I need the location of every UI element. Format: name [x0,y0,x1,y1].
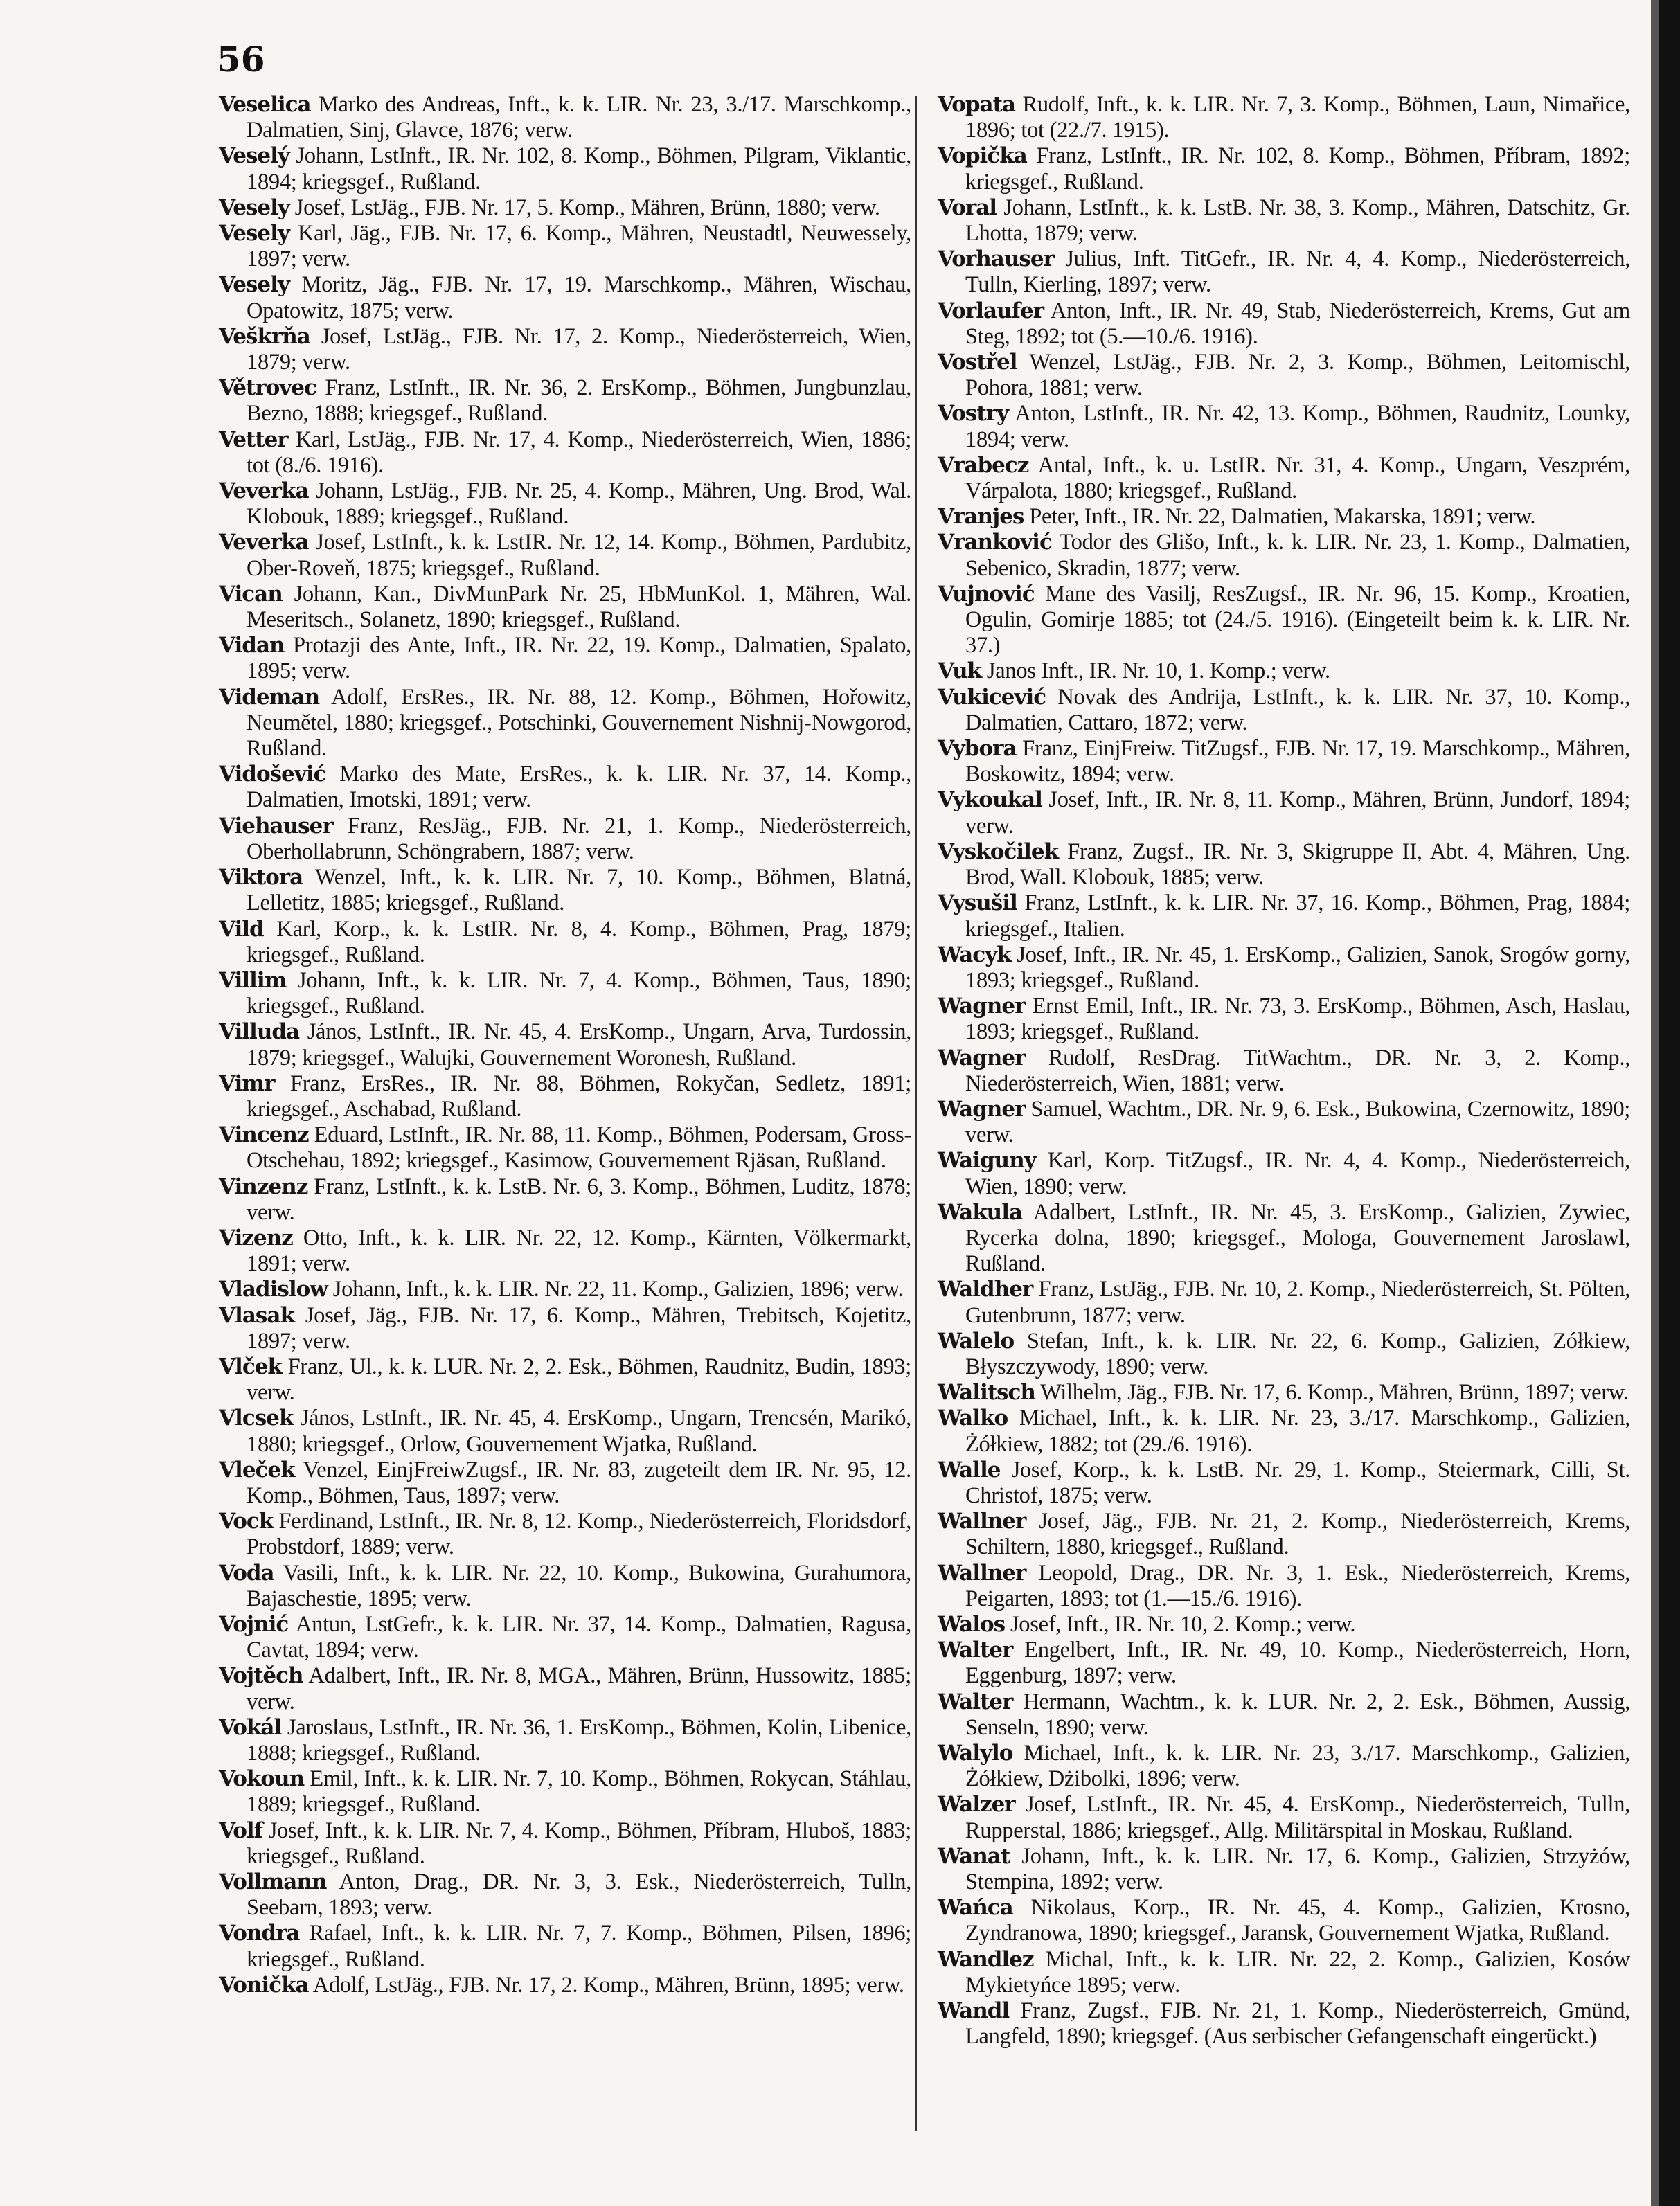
list-entry [938,195,1630,246]
list-entry [938,1895,1630,1946]
entry-details: Moritz, Jäg., FJB. Nr. 17, 19. Marschkomp., Mähren, Wischau, Opatowitz, 1875; verw. [247,272,912,323]
entry-details: Josef, LstJäg., FJB. Nr. 17, 5. Komp., Mähren, Brünn, 1880; verw. [294,195,880,220]
entry-surname: Wagner [938,1045,1026,1070]
entry-details: Josef, Korp., k. k. LstB. Nr. 29, 1. Komp., Steiermark, Cilli, St. Christof, 1875; verw. [965,1457,1631,1508]
entry-surname: Vondra [219,1921,300,1946]
list-entry [219,1354,911,1406]
entry-details: Franz, LstJäg., FJB. Nr. 10, 2. Komp., Niederösterreich, St. Pölten, Gutenbrunn, 1877; verw. [965,1277,1630,1328]
entry-surname: Vysušil [938,890,1017,916]
entry-details: Josef, Jäg., FJB. Nr. 21, 2. Komp., Niederösterreich, Krems, Schiltern, 1880, kriegsgef., Rußland. [965,1509,1630,1560]
entry-surname: Wańca [938,1895,1013,1921]
page-number: 56 [217,39,265,80]
entry-surname: Vybora [938,736,1017,762]
list-entry [938,1561,1630,1612]
entry-details: Julius, Inft. TitGefr., IR. Nr. 4, 4. Komp., Niederösterreich, Tulln, Kierling, 1897; verw. [965,246,1630,298]
entry-details: Wenzel, LstJäg., FJB. Nr. 2, 3. Komp., Böhmen, Leitomischl, Pohora, 1881; verw. [965,350,1630,401]
entry-surname: Větrovec [219,375,316,401]
entry-details: Hermann, Wachtm., k. k. LUR. Nr. 2, 2. Esk., Böhmen, Aussig, Senseln, 1890; verw. [965,1689,1631,1740]
list-entry [938,246,1630,298]
list-entry [938,685,1630,736]
list-entry [219,633,911,684]
list-entry [938,530,1630,581]
entry-details: Josef, LstInft., k. k. LstIR. Nr. 12, 14. Komp., Böhmen, Pardubitz, Ober-Roveň, 1875; kriegsgef., Rußland. [247,530,911,581]
entry-surname: Veverka [219,530,309,555]
entry-surname: Vuk [938,658,982,684]
entry-surname: Wandl [938,1998,1010,2024]
entry-surname: Vranjes [938,504,1024,530]
entry-surname: Vujnović [938,581,1035,607]
entry-surname: Vollmann [219,1869,327,1895]
entry-surname: Vlcsek [219,1406,294,1431]
list-entry [938,143,1630,195]
list-entry [938,1329,1630,1380]
entry-details: Josef, LstJäg., FJB. Nr. 17, 2. Komp., Niederösterreich, Wien, 1879; verw. [247,323,911,375]
entry-surname: Veverka [219,478,309,504]
entry-details: Franz, Ul., k. k. LUR. Nr. 2, 2. Esk., Böhmen, Raudnitz, Budin, 1893; verw. [247,1354,911,1406]
entry-surname: Vimr [219,1070,275,1096]
entry-surname: Vlček [219,1354,282,1379]
list-entry [938,1947,1630,1998]
entry-surname: Walko [938,1406,1008,1431]
list-entry [219,1019,911,1070]
list-entry [938,1046,1630,1097]
entry-surname: Walle [938,1457,1001,1482]
entry-surname: Vesely [219,221,289,246]
entry-details: Mane des Vasilj, ResZugsf., IR. Nr. 96, 15. Komp., Kroatien, Ogulin, Gomirje 1885; tot (24./5. 1916). (Eingeteilt beim k. k. LIR. Nr. 37.) [965,581,1630,658]
list-entry [219,1303,911,1354]
entry-details: Jaroslaus, LstInft., IR. Nr. 36, 1. ErsKomp., Böhmen, Kolin, Libenice, 1888; kriegsgef., Rußland. [247,1714,911,1766]
entry-details: Franz, ResJäg., FJB. Nr. 21, 1. Komp., Niederösterreich, Oberhollabrunn, Schöngrabern, 1887; verw. [247,813,911,864]
entry-surname: Walzer [938,1792,1015,1818]
entry-surname: Vidan [219,633,285,658]
entry-details: Franz, Zugsf., FJB. Nr. 21, 1. Komp., Niederösterreich, Gmünd, Langfeld, 1890; kriegsgef. (Aus serbischer Gefangenschaft eingerückt.) [965,1998,1631,2050]
list-entry [938,890,1630,942]
entry-details: Josef, Jäg., FJB. Nr. 17, 6. Komp., Mähren, Trebitsch, Kojetitz, 1897; verw. [247,1302,911,1354]
entry-details: Franz, LstInft., IR. Nr. 36, 2. ErsKomp., Böhmen, Jungbunzlau, Bezno, 1888; kriegsgef., Rußland. [247,375,911,427]
entry-details: Samuel, Wachtm., DR. Nr. 9, 6. Esk., Bukowina, Czernowitz, 1890; verw. [965,1096,1631,1148]
entry-surname: Wakula [938,1199,1023,1225]
entry-surname: Vrabecz [938,452,1029,478]
entry-surname: Wallner [938,1560,1026,1586]
entry-surname: Villim [219,967,287,993]
list-entry [219,1174,911,1226]
entry-surname: Vojtěch [219,1663,303,1689]
entry-details: Johann, Kan., DivMunPark Nr. 25, HbMunKol. 1, Mähren, Wal. Meseritsch., Solanetz, 1890; kriegsgef., Rußland. [247,581,911,633]
entry-surname: Veškrňa [219,323,310,349]
entry-details: János, LstInft., IR. Nr. 45, 4. ErsKomp., Ungarn, Trencsén, Marikó, 1880; kriegsgef., Orlow, Gouvernement Wjatka, Rußland. [247,1406,911,1457]
list-entry [938,1612,1630,1638]
list-entry [219,375,911,427]
entry-surname: Vesely [219,272,289,298]
entry-details: Novak des Andrija, LstInft., k. k. LIR. Nr. 37, 10. Komp., Dalmatien, Cattaro, 1872; verw. [965,684,1630,735]
list-entry [219,762,911,813]
entry-details: Antun, LstGefr., k. k. LIR. Nr. 37, 14. Komp., Dalmatien, Ragusa, Cavtat, 1894; verw. [247,1611,911,1663]
list-entry [219,1509,911,1560]
entry-surname: Vesely [219,195,289,220]
list-entry [219,1122,911,1174]
list-entry [219,1277,911,1302]
entry-surname: Waiguny [938,1148,1036,1174]
entry-surname: Walitsch [938,1380,1035,1406]
entry-details: Ferdinand, LstInft., IR. Nr. 8, 12. Komp., Niederösterreich, Floridsdorf, Probstdorf, 1889; verw. [247,1509,912,1560]
list-entry [938,92,1630,143]
entry-details: Johann, LstInft., IR. Nr. 102, 8. Komp., Böhmen, Pilgram, Viklantic, 1894; kriegsgef., Rußland. [247,143,911,195]
entry-details: Franz, LstInft., IR. Nr. 102, 8. Komp., Böhmen, Příbram, 1892; kriegsgef., Rußland. [965,143,1630,195]
list-entry [938,787,1630,839]
entry-details: Eduard, LstInft., IR. Nr. 88, 11. Komp., Böhmen, Podersam, Gross-Otschehau, 1892; kriegsgef., Kasimow, Gouvernement Rjäsan, Rußland. [247,1122,911,1174]
entry-surname: Voral [938,195,997,220]
entry-surname: Vinzenz [219,1174,308,1199]
list-entry [219,1921,911,1972]
entry-details: Wilhelm, Jäg., FJB. Nr. 17, 6. Komp., Mähren, Brünn, 1897; verw. [1040,1380,1629,1406]
entry-details: Ernst Emil, Inft., IR. Nr. 73, 3. ErsKomp., Böhmen, Asch, Haslau, 1893; kriegsgef., Rußland. [965,994,1631,1045]
list-entry [219,92,911,143]
entry-details: Michal, Inft., k. k. LIR. Nr. 22, 2. Komp., Galizien, Kosów Mykietyńce 1895; verw. [965,1946,1631,1998]
list-entry [219,1561,911,1612]
entry-surname: Veselica [219,92,311,117]
entry-surname: Vranković [938,530,1052,555]
list-entry [219,427,911,478]
list-entry [219,1226,911,1277]
entry-surname: Wallner [938,1509,1026,1534]
list-entry [938,453,1630,504]
entry-details: Michael, Inft., k. k. LIR. Nr. 23, 3./17. Marschkomp., Galizien, Żółkiew, 1882; tot (29./6. 1916). [965,1406,1631,1457]
list-entry [938,1148,1630,1199]
entry-surname: Vokoun [219,1766,305,1792]
page-edge-shadow [1651,0,1659,2206]
entry-surname: Vincenz [219,1122,309,1148]
entry-details: Karl, LstJäg., FJB. Nr. 17, 4. Komp., Niederösterreich, Wien, 1886; tot (8./6. 1916). [247,427,911,478]
entry-details: Franz, ErsRes., IR. Nr. 88, Böhmen, Rokyčan, Sedletz, 1891; kriegsgef., Aschabad, Rußland. [247,1070,911,1122]
entry-details: Wenzel, Inft., k. k. LIR. Nr. 7, 10. Komp., Böhmen, Blatná, Lelletitz, 1885; kriegsgef., Rußland. [247,865,911,916]
entry-details: Johann, Inft., k. k. LIR. Nr. 7, 4. Komp., Böhmen, Taus, 1890; kriegsgef., Rußland. [247,967,912,1019]
entry-details: Engelbert, Inft., IR. Nr. 49, 10. Komp., Niederösterreich, Horn, Eggenburg, 1897; verw. [965,1638,1631,1689]
list-entry [938,504,1630,530]
entry-details: János, LstInft., IR. Nr. 45, 4. ErsKomp., Ungarn, Arva, Turdossin, 1879; kriegsgef., Walujki, Gouvernement Woronesh, Rußland. [247,1019,911,1070]
list-entry [219,1458,911,1509]
list-entry [219,195,911,221]
entry-details: Stefan, Inft., k. k. LIR. Nr. 22, 6. Komp., Galizien, Zółkiew, Błyszczywody, 1890; verw. [965,1328,1630,1379]
column-divider [915,96,917,2131]
entry-surname: Vopata [938,92,1016,117]
list-entry [938,839,1630,890]
entry-surname: Waldher [938,1277,1033,1302]
entry-details: Johann, Inft., k. k. LIR. Nr. 22, 11. Komp., Galizien, 1896; verw. [332,1277,904,1302]
list-entry [938,1998,1630,2050]
entry-surname: Vetter [219,427,288,452]
entry-surname: Vleček [219,1457,295,1482]
list-entry [938,401,1630,452]
entry-details: Anton, Drag., DR. Nr. 3, 3. Esk., Niederösterreich, Tulln, Seebarn, 1893; verw. [247,1869,911,1921]
entry-surname: Vyskočilek [938,839,1059,864]
list-entry [219,968,911,1019]
entry-surname: Viktora [219,865,303,890]
list-entry [219,530,911,581]
list-entry [938,1200,1630,1277]
entry-surname: Wagner [938,994,1026,1019]
entry-details: Josef, Inft., k. k. LIR. Nr. 7, 4. Komp., Böhmen, Příbram, Hluboš, 1883; kriegsgef., Rußland. [247,1818,911,1869]
entry-details: Venzel, EinjFreiwZugsf., IR. Nr. 83, zugeteilt dem IR. Nr. 95, 12. Komp., Böhmen, Taus, 1897; verw. [247,1457,911,1508]
list-entry [938,736,1630,787]
entry-surname: Volf [219,1818,262,1843]
list-entry [938,994,1630,1045]
entry-surname: Vykoukal [938,787,1042,813]
entry-surname: Vock [219,1509,274,1534]
entry-details: Vasili, Inft., k. k. LIR. Nr. 22, 10. Komp., Bukowina, Gurahumora, Bajaschestie, 1895; verw. [247,1560,911,1611]
entry-details: Adolf, LstJäg., FJB. Nr. 17, 2. Komp., Mähren, Brünn, 1895; verw. [312,1972,904,1998]
entry-details: Johann, Inft., k. k. LIR. Nr. 17, 6. Komp., Galizien, Strzyżów, Stempina, 1892; verw. [965,1843,1630,1895]
entry-details: Karl, Jäg., FJB. Nr. 17, 6. Komp., Mähren, Neustadtl, Neuwessely, 1897; verw. [247,221,912,272]
entry-surname: Viehauser [219,813,333,839]
list-entry [219,1973,911,1998]
entry-surname: Walos [938,1611,1006,1637]
entry-surname: Vonička [219,1972,309,1998]
entry-details: Rudolf, ResDrag. TitWachtm., DR. Nr. 3, 2. Komp., Niederösterreich, Wien, 1881; verw. [965,1045,1630,1096]
entry-details: Johann, LstInft., k. k. LstB. Nr. 38, 3. Komp., Mähren, Datschitz, Gr. Lhotta, 1879; verw. [965,195,1630,246]
list-entry [938,1277,1630,1328]
entry-surname: Vojnić [219,1611,289,1637]
entry-surname: Videman [219,684,320,710]
list-entry [219,272,911,323]
entry-surname: Walter [938,1689,1013,1714]
entry-details: Anton, LstInft., IR. Nr. 42, 13. Komp., Böhmen, Raudnitz, Lounky, 1894; verw. [965,401,1630,452]
list-entry [938,1458,1630,1509]
entry-surname: Vican [219,581,283,607]
list-entry [938,1097,1630,1148]
entry-details: Franz, EinjFreiw. TitZugsf., FJB. Nr. 17, 19. Marschkomp., Mähren, Boskowitz, 1894; verw. [965,736,1631,787]
list-entry [219,1406,911,1457]
list-entry [938,658,1630,684]
list-entry [938,1741,1630,1792]
entry-details: Franz, Zugsf., IR. Nr. 3, Skigruppe II, Abt. 4, Mähren, Ung. Brod, Wall. Klobouk, 1885; verw. [965,839,1630,890]
entry-details: Marko des Andreas, Inft., k. k. LIR. Nr. 23, 3./17. Marschkomp., Dalmatien, Sinj, Glavce, 1876; verw. [247,92,911,143]
entry-details: Josef, Inft., IR. Nr. 10, 2. Komp.; verw. [1010,1611,1356,1637]
entry-details: Johann, LstJäg., FJB. Nr. 25, 4. Komp., Mähren, Ung. Brod, Wal. Klobouk, 1889; kriegsgef., Rußland. [247,478,911,530]
entry-details: Karl, Korp. TitZugsf., IR. Nr. 4, 4. Komp., Niederösterreich, Wien, 1890; verw. [965,1148,1631,1199]
list-entry [219,1715,911,1766]
entry-details: Janos Inft., IR. Nr. 10, 1. Komp.; verw. [986,658,1330,684]
list-entry [219,814,911,865]
entry-details: Otto, Inft., k. k. LIR. Nr. 22, 12. Komp., Kärnten, Völkermarkt, 1891; verw. [247,1225,912,1277]
list-entry [938,942,1630,994]
entry-surname: Vorhauser [938,246,1054,272]
entry-surname: Vukicević [938,684,1046,710]
right-column [938,92,1630,2050]
entry-details: Peter, Inft., IR. Nr. 22, Dalmatien, Makarska, 1891; verw. [1029,504,1536,530]
entry-details: Franz, LstInft., k. k. LIR. Nr. 37, 16. Komp., Böhmen, Prag, 1884; kriegsgef., Italien. [965,890,1630,942]
entry-details: Adalbert, Inft., IR. Nr. 8, MGA., Mähren, Brünn, Hussowitz, 1885; verw. [247,1663,911,1714]
list-entry [219,917,911,968]
entry-details: Karl, Korp., k. k. LstIR. Nr. 8, 4. Komp., Böhmen, Prag, 1879; kriegsgef., Rußland. [247,916,911,967]
list-entry [219,582,911,633]
list-entry [938,1689,1630,1741]
list-entry [938,350,1630,401]
entry-details: Adolf, ErsRes., IR. Nr. 88, 12. Komp., Böhmen, Hořowitz, Neumětel, 1880; kriegsgef., Potschinki, Gouvernement Nishnij-Nowgorod, Rußland. [247,684,911,762]
list-entry [938,1509,1630,1560]
entry-surname: Walelo [938,1328,1015,1354]
entry-details: Josef, LstInft., IR. Nr. 45, 4. ErsKomp., Niederösterreich, Tulln, Rupperstal, 1886; kriegsgef., Allg. Militärspital in Moskau, Rußland. [965,1792,1630,1843]
entry-surname: Vostry [938,401,1009,427]
list-entry [938,1844,1630,1895]
entry-details: Rudolf, Inft., k. k. LIR. Nr. 7, 3. Komp., Böhmen, Laun, Nimařice, 1896; tot (22./7. 1915). [965,92,1631,143]
entry-details: Anton, Inft., IR. Nr. 49, Stab, Niederösterreich, Krems, Gut am Steg, 1892; tot (5.—10./6. 1916). [965,298,1630,349]
list-entry [938,1380,1630,1406]
entry-surname: Vlasak [219,1302,294,1328]
entry-details: Adalbert, LstInft., IR. Nr. 45, 3. ErsKomp., Galizien, Zywiec, Rycerka dolna, 1890; kriegsgef., Mologa, Gouvernement Jaroslawl, Rußland. [965,1199,1630,1277]
list-entry [219,865,911,916]
list-entry [219,1766,911,1818]
entry-surname: Wacyk [938,942,1011,967]
list-entry [219,1663,911,1714]
entry-surname: Vidošević [219,762,326,787]
entry-surname: Vladislow [219,1277,328,1302]
list-entry [219,221,911,272]
entry-surname: Walter [938,1638,1013,1663]
entry-surname: Voda [219,1560,274,1586]
list-entry [219,478,911,530]
entry-details: Josef, Inft., IR. Nr. 45, 1. ErsKomp., Galizien, Sanok, Srogów gorny, 1893; kriegsgef., Rußland. [965,942,1630,993]
entry-surname: Wagner [938,1096,1026,1122]
list-entry [219,1612,911,1663]
entry-surname: Vorlaufer [938,298,1044,323]
list-entry [938,298,1630,350]
list-entry [219,685,911,762]
entry-surname: Vokál [219,1714,282,1740]
entry-surname: Vizenz [219,1225,293,1250]
list-entry [938,1792,1630,1843]
entry-surname: Villuda [219,1019,300,1045]
entry-surname: Vopička [938,143,1027,169]
list-entry [938,582,1630,659]
entry-details: Josef, Inft., IR. Nr. 8, 11. Komp., Mähren, Brünn, Jundorf, 1894; verw. [965,787,1630,839]
entry-surname: Vostřel [938,350,1017,375]
entry-details: Rafael, Inft., k. k. LIR. Nr. 7, 7. Komp., Böhmen, Pilsen, 1896; kriegsgef., Rußland. [247,1921,911,1972]
list-entry [219,324,911,375]
entry-surname: Wanat [938,1843,1010,1869]
entry-details: Todor des Glišo, Inft., k. k. LIR. Nr. 23, 1. Komp., Dalmatien, Sebenico, Skradin, 1877; verw. [965,530,1630,581]
page-edge [1659,0,1680,2206]
entry-details: Leopold, Drag., DR. Nr. 3, 1. Esk., Niederösterreich, Krems, Peigarten, 1893; tot (1.—15./6. 1916). [965,1560,1630,1611]
list-entry [219,1869,911,1921]
entry-surname: Walylo [938,1741,1013,1766]
entry-details: Protazji des Ante, Inft., IR. Nr. 22, 19. Komp., Dalmatien, Spalato, 1895; verw. [247,633,911,684]
entry-details: Michael, Inft., k. k. LIR. Nr. 23, 3./17. Marschkomp., Galizien, Żółkiew, Dżibolki, 1896; verw. [965,1741,1631,1792]
entry-surname: Vild [219,916,264,942]
list-entry [219,1071,911,1122]
entry-details: Marko des Mate, ErsRes., k. k. LIR. Nr. 37, 14. Komp., Dalmatien, Imotski, 1891; verw. [247,762,911,813]
list-entry [219,1818,911,1869]
entry-details: Antal, Inft., k. u. LstIR. Nr. 31, 4. Komp., Ungarn, Veszprém, Várpalota, 1880; kriegsgef., Rußland. [965,452,1630,504]
left-column [219,92,911,1998]
entry-details: Emil, Inft., k. k. LIR. Nr. 7, 10. Komp., Böhmen, Rokycan, Stáhlau, 1889; kriegsgef., Rußland. [247,1766,911,1818]
list-entry [938,1638,1630,1689]
list-entry [938,1406,1630,1457]
list-entry [219,143,911,195]
entry-details: Nikolaus, Korp., IR. Nr. 45, 4. Komp., Galizien, Krosno, Zyndranowa, 1890; kriegsgef., Jaransk, Gouvernement Wjatka, Rußland. [965,1895,1631,1946]
entry-surname: Veselý [219,143,289,169]
entry-details: Franz, LstInft., k. k. LstB. Nr. 6, 3. Komp., Böhmen, Luditz, 1878; verw. [247,1174,911,1225]
entry-surname: Wandlez [938,1946,1034,1972]
